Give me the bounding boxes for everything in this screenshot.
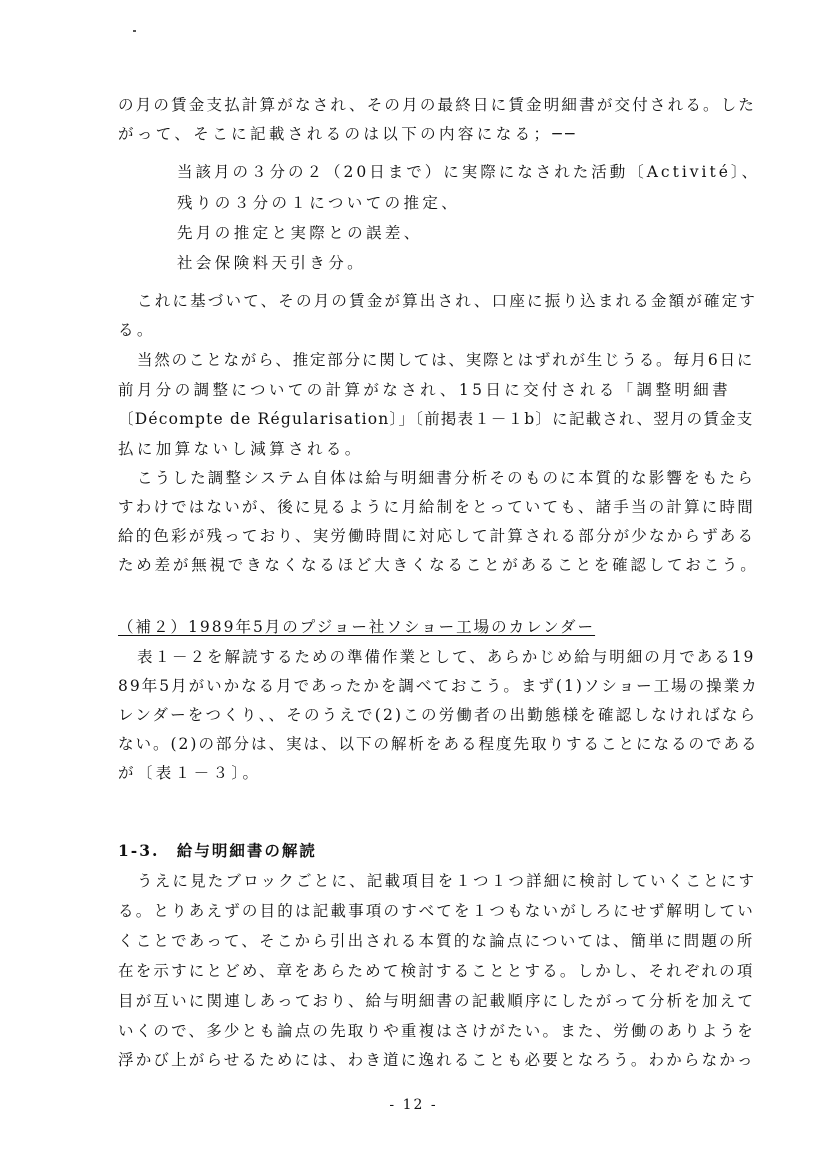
- section-line-7: 浮かび上がらせるためには、わき道に逸れることも必要となろう。わからなかっ: [118, 1051, 755, 1069]
- page-number: - 12 -: [389, 1097, 438, 1113]
- supplement-line-4: ない。(2)の部分は、実は、以下の解析をある程度先取りすることになるのである: [118, 735, 759, 753]
- paragraph-1-line-2: がって、そこに記載されるのは以下の内容になる；──: [118, 125, 578, 143]
- supplement-line-3: レンダーをつくり、、そのうえで(2)この労働者の出勤態様を確認しなければなら: [118, 706, 758, 724]
- paragraph-2-line-1: これに基づいて、その月の賃金が算出され、口座に振り込まれる金額が確定す: [137, 292, 758, 310]
- section-line-1: うえに見たブロックごとに、記載項目を１つ１つ詳細に検討していくことにす: [137, 872, 757, 890]
- list-item: 当該月の３分の２（20日まで）に実際になされた活動〔Activité〕、: [177, 163, 761, 181]
- paragraph-1-line-1: の月の賃金支払計算がなされ、その月の最終日に賃金明細書が交付される。した: [118, 96, 757, 114]
- supplement-line-1: 表１－２を解読するための準備作業として、あらかじめ給与明細の月である19: [137, 648, 756, 666]
- section-heading: 1-3. 給与明細書の解読: [118, 841, 317, 860]
- paragraph-4-line-3: 給的色彩が残っており、実労働時間に対応して計算される部分が少なからずある: [118, 527, 756, 545]
- section-line-4: 在を示すにとどめ、章をあらためて検討することとする。しかし、それぞれの項: [118, 962, 755, 980]
- supplement-line-5: が〔表１－３〕。: [118, 764, 262, 782]
- list-item: 社会保険料天引き分。: [177, 254, 367, 272]
- paragraph-4-line-1: こうした調整システム自体は給与明細書分析そのものに本質的な影響をもたら: [137, 469, 755, 487]
- paragraph-3-line-2: 前月分の調整についての計算がなされ、15日に交付される「調整明細書: [118, 381, 732, 399]
- scan-speck: [133, 30, 136, 32]
- supplement-heading: （補２）1989年5月のプジョー社ソショー工場のカレンダー: [118, 618, 596, 636]
- paragraph-3-line-3: 〔Décompte de Régularisation〕」〔前掲表１－１b〕に記載され、翌月の賃金支: [118, 410, 754, 428]
- section-line-2: る。とりあえずの目的は記載事項のすべてを１つもないがしろにせず解明してい: [118, 902, 755, 920]
- section-line-6: いくので、多少とも論点の先取りや重複はさけがたい。また、労働のありようを: [118, 1022, 755, 1040]
- paragraph-3-line-1: 当然のことながら、推定部分に関しては、実際とはずれが生じうる。毎月6日に: [137, 351, 755, 369]
- paragraph-4-line-2: すわけではないが、後に見るように月給制をとっていても、諸手当の計算に時間: [118, 498, 755, 516]
- paragraph-3-line-4: 払に加算ないし減算される。: [118, 440, 364, 458]
- paragraph-4-line-4: ため差が無視できなくなるほど大きくなることがあることを確認しておこう。: [118, 556, 759, 574]
- section-line-3: くことであって、そこから引出される本質的な論点については、簡単に問題の所: [118, 932, 755, 950]
- list-item: 先月の推定と実際との誤差、: [177, 224, 423, 242]
- section-line-5: 目が互いに関連しあっており、給与明細書の記載順序にしたがって分析を加えて: [118, 992, 756, 1010]
- list-item: 残りの３分の１についての推定、: [177, 194, 461, 212]
- supplement-line-2: 89年5月がいかなる月であったかを調べておこう。まず(1)ソショー工場の操業カ: [118, 677, 759, 695]
- paragraph-2-line-2: る。: [118, 321, 156, 339]
